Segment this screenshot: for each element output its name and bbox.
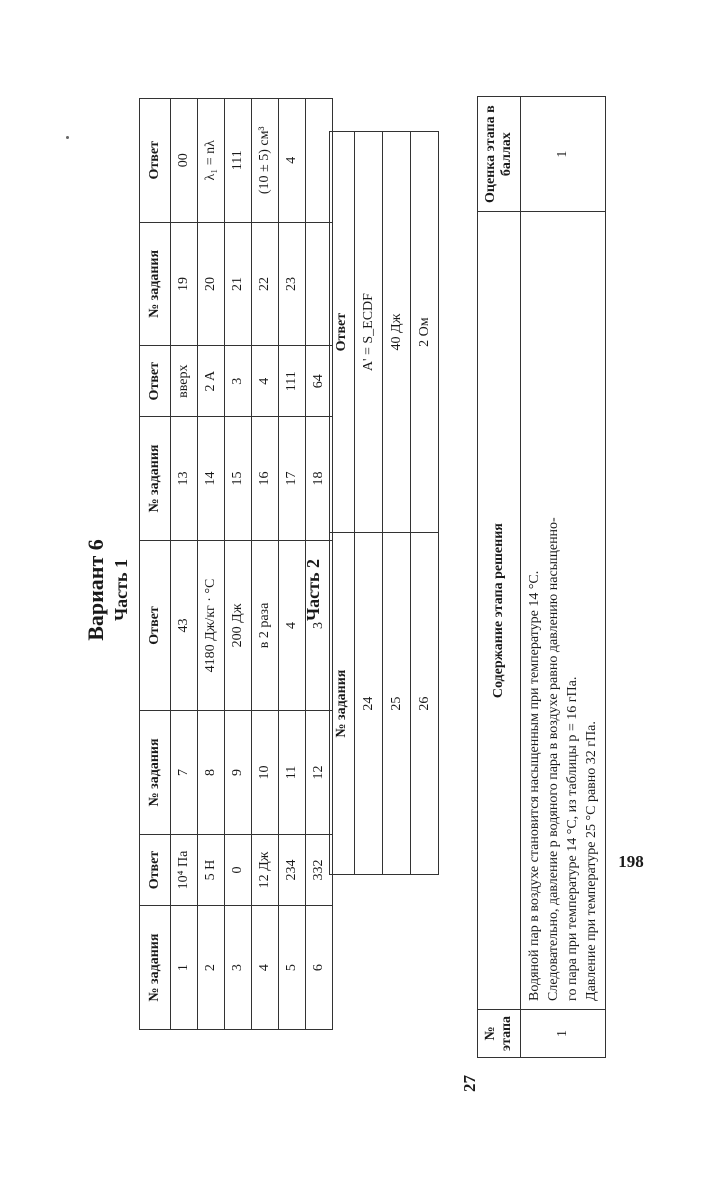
scan-speck — [66, 136, 69, 139]
answer-cell: 234 — [279, 834, 306, 905]
task27-grading-table — [477, 96, 606, 1058]
task-number-cell: 3 — [225, 906, 252, 1030]
answer-cell: 10⁴ Па — [171, 834, 198, 905]
column-header: Ответ — [140, 834, 171, 905]
task-number-cell: 15 — [225, 417, 252, 541]
table-row — [252, 99, 279, 1030]
answer-cell: 111 — [279, 346, 306, 417]
answer-cell: вверх — [171, 346, 198, 417]
table-row — [225, 99, 252, 1030]
answer-cell: 0 — [225, 834, 252, 905]
page-number: 198 — [618, 852, 644, 871]
answer-cell: 200 Дж — [225, 540, 252, 710]
answer-cell: 332 — [306, 834, 333, 905]
stage-header: № этапа — [478, 1009, 521, 1057]
task-number-cell: 23 — [279, 222, 306, 346]
table-row — [198, 99, 225, 1030]
table-row — [171, 99, 198, 1030]
column-header: № задания — [140, 222, 171, 346]
task-number-cell: 6 — [306, 906, 333, 1030]
column-header: Ответ — [330, 132, 355, 533]
task-number-cell: 24 — [355, 533, 383, 875]
column-header: Ответ — [140, 540, 171, 710]
table-row — [279, 99, 306, 1030]
task-number-cell: 9 — [225, 711, 252, 835]
column-header: № задания — [140, 417, 171, 541]
task-number-cell: 20 — [198, 222, 225, 346]
task-number-cell: 11 — [279, 711, 306, 835]
solution-content-cell — [521, 212, 606, 1010]
rotated-page — [77, 90, 644, 1092]
table-header-row — [140, 99, 171, 1030]
answer-cell: 3 — [225, 346, 252, 417]
task-number-cell: 1 — [171, 906, 198, 1030]
table-row — [411, 132, 439, 875]
table-row — [355, 132, 383, 875]
answer-cell: 2 Ом — [411, 132, 439, 533]
answer-cell: A' = S_ECDF — [355, 132, 383, 533]
task-number-cell: 5 — [279, 906, 306, 1030]
answer-cell: 4 — [279, 99, 306, 223]
answer-cell: 3 — [306, 540, 333, 710]
task-number-cell: 8 — [198, 711, 225, 835]
table-row — [383, 132, 411, 875]
score-cell: 1 — [521, 97, 606, 212]
task-number-cell: 19 — [171, 222, 198, 346]
part2-title: Часть 2 — [303, 558, 323, 622]
column-header: № задания — [330, 533, 355, 875]
solution-line: Водяной пар в воздухе становится насыщенным при температуре 14 °С. — [527, 570, 542, 1001]
answer-cell: 2 А — [198, 346, 225, 417]
table-header-row — [330, 132, 355, 875]
solution-line: Следовательно, давление p водяного пара в воздухе равно давлению насыщенно- — [546, 517, 561, 1001]
answer-cell: 5 Н — [198, 834, 225, 905]
part2-answer-table — [329, 131, 439, 875]
answer-cell: 4180 Дж/кг · °С — [198, 540, 225, 710]
task-number-cell: 17 — [279, 417, 306, 541]
task27-number: 27 — [460, 1075, 479, 1092]
table-row — [521, 97, 606, 1058]
task-number-cell: 7 — [171, 711, 198, 835]
task-number-cell: 16 — [252, 417, 279, 541]
task-number-cell: 18 — [306, 417, 333, 541]
task-number-cell: 2 — [198, 906, 225, 1030]
stage-number-cell: 1 — [521, 1009, 606, 1057]
solution-line: Давление при температуре 25 °С равно 32 гПа. — [584, 721, 599, 1001]
task-number-cell: 12 — [306, 711, 333, 835]
task-number-cell: 22 — [252, 222, 279, 346]
answer-cell: 12 Дж — [252, 834, 279, 905]
column-header: № задания — [140, 906, 171, 1030]
table-header-row — [478, 97, 521, 1058]
answer-cell: 64 — [306, 346, 333, 417]
answer-cell: в 2 раза — [252, 540, 279, 710]
task-number-cell: 14 — [198, 417, 225, 541]
content-header: Содержание этапа решения — [478, 212, 521, 1010]
answer-cell: 00 — [171, 99, 198, 223]
column-header: № задания — [140, 711, 171, 835]
answer-cell: (10 ± 5) см³ — [252, 99, 279, 223]
column-header: Ответ — [140, 346, 171, 417]
task-number-cell: 4 — [252, 906, 279, 1030]
answer-cell: 4 — [252, 346, 279, 417]
answer-cell: 40 Дж — [383, 132, 411, 533]
answer-cell: λ₁ = nλ — [198, 99, 225, 223]
answer-cell: 111 — [225, 99, 252, 223]
answer-cell: 43 — [171, 540, 198, 710]
answer-cell: 4 — [279, 540, 306, 710]
variant-title: Вариант 6 — [83, 539, 108, 641]
task-number-cell: 13 — [171, 417, 198, 541]
score-header: Оценка этапа в баллах — [478, 97, 521, 212]
part1-title: Часть 1 — [111, 558, 131, 622]
task-number-cell: 21 — [225, 222, 252, 346]
column-header: Ответ — [140, 99, 171, 223]
task-number-cell: 26 — [411, 533, 439, 875]
task-number-cell: 25 — [383, 533, 411, 875]
task-number-cell: 10 — [252, 711, 279, 835]
solution-line: го пара при температуре 14 °С, из таблицы p = 16 гПа. — [565, 676, 580, 1001]
